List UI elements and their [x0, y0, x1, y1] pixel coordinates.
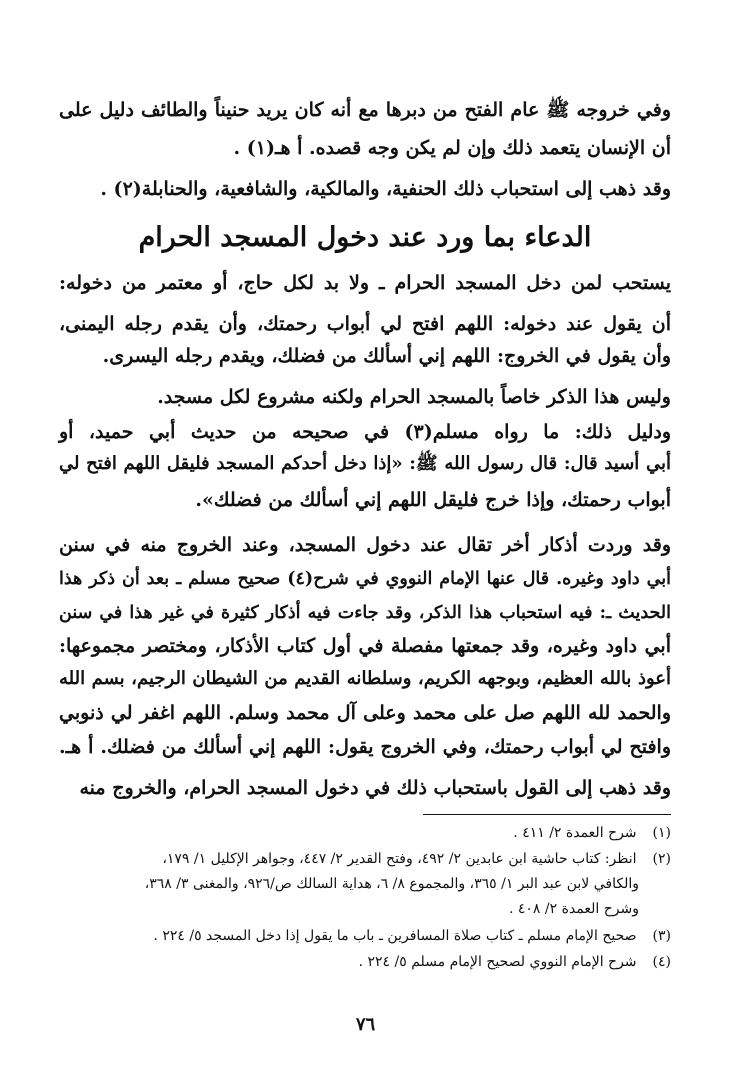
- footnote-text: شرح العمدة ٢/ ٤١١ .: [513, 825, 637, 841]
- section-line-8: وقد وردت أذكار أخر تقال عند دخول المسجد، وعند الخروج منه في سنن: [59, 534, 671, 556]
- footnote-2-cont-2: وشرح العمدة ٢/ ٤٠٨ .: [508, 901, 639, 917]
- footnote-text: انظر: كتاب حاشية ابن عابدين ٢/ ٤٩٢، وفتح القدير ٢/ ٤٤٧، وجواهر الإكليل ١/ ١٧٩،: [162, 851, 637, 867]
- section-line-11: أبي داود وغيره، وقد جمعتها مفصلة في أول كتاب الأذكار، ومختصر مجموعها:: [59, 635, 671, 657]
- footnote-4: [59, 951, 671, 973]
- footnote-divider: [423, 814, 671, 815]
- footnote-2-cont-1: والكافي لابن عبد البر ١/ ٣٦٥، والمجموع ٨/ ٦، هداية السالك ص/٩٢٦، والمغنى ٣/ ٣٦٨،: [144, 876, 639, 892]
- footnote-1: [59, 822, 671, 844]
- body-line-2: أن الإنسان يتعمد ذلك وإن لم يكن وجه قصده. أ هـ(١) .: [233, 137, 671, 159]
- footnote-2: [59, 848, 671, 870]
- body-line-3: وقد ذهب إلى استحباب ذلك الحنفية، والمالكية، والشافعية، والحنابلة(٢) .: [100, 178, 671, 200]
- section-line-9: أبي داود وغيره. قال عنها الإمام النووي في شرح(٤) صحيح مسلم ـ بعد أن ذكر هذا: [59, 569, 671, 589]
- section-line-5: ودليل ذلك: ما رواه مسلم(٣) في صحيحه من حديث أبي حميد، أو: [59, 421, 671, 443]
- section-line-12: أعوذ بالله العظيم، وبوجهه الكريم، وسلطانه القديم من الشيطان الرجيم، بسم الله: [59, 668, 672, 689]
- section-line-10: الحديث ـ: فيه استحباب هذا الذكر، وقد جاءت فيه أذكار كثيرة في غير هذا في سنن: [59, 603, 671, 623]
- section-line-15: وقد ذهب إلى القول باستحباب ذلك في دخول المسجد الحرام، والخروج منه: [79, 777, 671, 799]
- footnote-text: صحيح الإمام مسلم ـ كتاب صلاة المسافرين ـ باب ما يقول إذا دخل المسجد ٥/ ٢٢٤ .: [153, 928, 637, 944]
- footnote-number: (١): [652, 825, 671, 841]
- section-heading: الدعاء بما ورد عند دخول المسجد الحرام: [138, 222, 592, 253]
- body-line-1: وفي خروجه ﷺ عام الفتح من دبرها مع أنه كان يريد حنيناً والطائف دليل على: [59, 99, 671, 121]
- footnote-number: (٤): [652, 954, 671, 970]
- footnote-3: [59, 925, 671, 947]
- section-line-4: وليس هذا الذكر خاصاً بالمسجد الحرام ولكنه مشروع لكل مسجد.: [157, 386, 671, 408]
- footnote-number: (٢): [652, 851, 671, 867]
- section-line-2: أن يقول عند دخوله: اللهم افتح لي أبواب رحمتك، وأن يقدم رجله اليمنى،: [59, 313, 671, 335]
- section-line-7: أبواب رحمتك، وإذا خرج فليقل اللهم إني أسألك من فضلك».: [195, 489, 671, 511]
- section-line-3: وأن يقول في الخروج: اللهم إني أسألك من فضلك، ويقدم رجله اليسرى.: [102, 345, 671, 367]
- page-number: ٧٦: [355, 1014, 376, 1035]
- footnote-number: (٣): [652, 928, 671, 944]
- section-line-1: يستحب لمن دخل المسجد الحرام ـ ولا بد لكل حاج، أو معتمر من دخوله:: [59, 272, 671, 294]
- section-line-13: والحمد لله اللهم صل على محمد وعلى آل محمد وسلم. اللهم اغفر لي ذنوبي: [59, 702, 671, 724]
- section-line-6: أبي أسيد قال: قال رسول الله ﷺ: «إذا دخل أحدكم المسجد فليقل اللهم افتح لي: [59, 453, 671, 474]
- footnote-text: شرح الإمام النووي لصحيح الإمام مسلم ٥/ ٢٢٤ .: [358, 954, 637, 970]
- section-line-14: وافتح لي أبواب رحمتك، وفي الخروج يقول: اللهم إني أسألك من فضلك. أ هـ.: [59, 736, 671, 758]
